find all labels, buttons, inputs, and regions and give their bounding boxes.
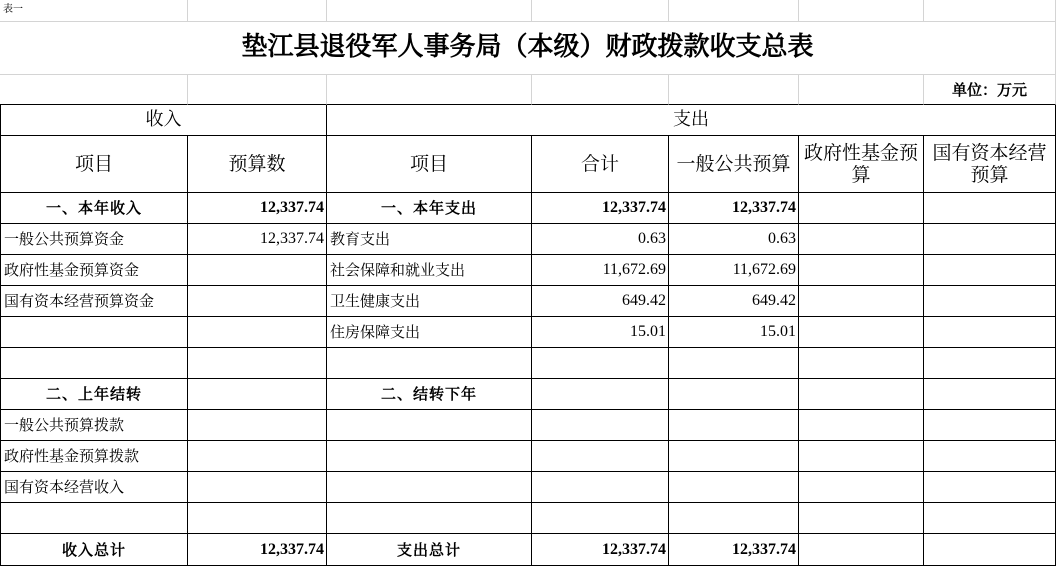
income-budget-cell [188, 255, 327, 286]
expenditure-item-header-text: 项目 [409, 153, 448, 175]
expenditure-item-cell [327, 348, 532, 379]
general-budget-total-value: 12,337.74 [669, 534, 799, 566]
expenditure-item-cell: 教育支出 [327, 224, 532, 255]
government-fund-cell [799, 441, 924, 472]
government-fund-cell [799, 503, 924, 534]
expenditure-total-cell [532, 410, 669, 441]
income-section-header: 收入 [0, 105, 327, 136]
government-fund-header-text: 政府性基金预算 [803, 142, 918, 186]
grid-cell [669, 0, 799, 22]
income-item-cell [0, 348, 188, 379]
income-item-cell: 国有资本经营收入 [0, 472, 188, 503]
income-total-value: 12,337.74 [188, 534, 327, 566]
income-budget-cell [188, 286, 327, 317]
government-fund-cell [799, 286, 924, 317]
government-fund-cell [799, 224, 924, 255]
grid-cell [188, 75, 327, 105]
income-budget-cell [188, 503, 327, 534]
expenditure-total-cell: 12,337.74 [532, 193, 669, 224]
general-budget-cell [669, 379, 799, 410]
state-capital-cell [924, 410, 1056, 441]
income-item-cell: 一般公共预算拨款 [0, 410, 188, 441]
table-number-label: 表一 [0, 0, 188, 22]
government-fund-cell [799, 348, 924, 379]
income-budget-header [188, 136, 327, 193]
government-fund-cell [799, 410, 924, 441]
expenditure-item-cell: 社会保障和就业支出 [327, 255, 532, 286]
government-fund-cell [799, 317, 924, 348]
grid-cell [188, 0, 327, 22]
state-capital-cell [924, 348, 1056, 379]
expenditure-total-cell [532, 472, 669, 503]
income-budget-cell [188, 441, 327, 472]
expenditure-total-cell [532, 348, 669, 379]
grid-cell [327, 0, 532, 22]
general-budget-cell [669, 410, 799, 441]
state-capital-cell [924, 472, 1056, 503]
expenditure-total-cell: 11,672.69 [532, 255, 669, 286]
income-total-label: 收入总计 [0, 534, 188, 566]
government-fund-cell [799, 472, 924, 503]
general-budget-cell: 11,672.69 [669, 255, 799, 286]
income-item-cell [0, 503, 188, 534]
general-budget-cell: 0.63 [669, 224, 799, 255]
grid-cell [532, 0, 669, 22]
income-item-cell: 一、本年收入 [0, 193, 188, 224]
income-budget-cell: 12,337.74 [188, 193, 327, 224]
income-budget-cell [188, 348, 327, 379]
expenditure-item-header [327, 136, 532, 193]
state-capital-cell [924, 503, 1056, 534]
general-budget-cell: 12,337.74 [669, 193, 799, 224]
expenditure-section-header: 支出 [327, 105, 1056, 136]
expenditure-item-cell [327, 410, 532, 441]
grid-cell [532, 75, 669, 105]
income-item-header [0, 136, 188, 193]
expenditure-total-cell: 649.42 [532, 286, 669, 317]
unit-label: 单位：万元 [924, 75, 1056, 105]
state-capital-header [924, 136, 1056, 193]
grid-cell [924, 0, 1056, 22]
government-fund-cell [799, 534, 924, 566]
income-budget-cell [188, 379, 327, 410]
expenditure-item-cell: 一、本年支出 [327, 193, 532, 224]
expenditure-item-cell [327, 503, 532, 534]
grid-cell [799, 75, 924, 105]
state-capital-cell [924, 224, 1056, 255]
government-fund-cell [799, 193, 924, 224]
income-item-header-text: 项目 [74, 153, 113, 175]
general-budget-cell [669, 348, 799, 379]
expenditure-total-cell: 0.63 [532, 224, 669, 255]
general-budget-header [669, 136, 799, 193]
general-budget-cell [669, 472, 799, 503]
income-budget-cell: 12,337.74 [188, 224, 327, 255]
expenditure-total-cell: 15.01 [532, 317, 669, 348]
expenditure-item-cell: 住房保障支出 [327, 317, 532, 348]
expenditure-item-cell: 卫生健康支出 [327, 286, 532, 317]
expenditure-item-cell: 二、结转下年 [327, 379, 532, 410]
income-item-cell: 政府性基金预算资金 [0, 255, 188, 286]
expenditure-total-cell [532, 503, 669, 534]
state-capital-header-text: 国有资本经营预算 [932, 142, 1047, 186]
expenditure-item-cell [327, 472, 532, 503]
expenditure-total-header-text: 合计 [580, 153, 619, 175]
income-budget-cell [188, 317, 327, 348]
expenditure-total-header [532, 136, 669, 193]
expenditure-total-label: 支出总计 [327, 534, 532, 566]
general-budget-cell: 649.42 [669, 286, 799, 317]
general-budget-cell [669, 503, 799, 534]
grid-cell [669, 75, 799, 105]
state-capital-cell [924, 193, 1056, 224]
state-capital-cell [924, 255, 1056, 286]
expenditure-total-cell [532, 379, 669, 410]
state-capital-cell [924, 379, 1056, 410]
expenditure-total-cell [532, 441, 669, 472]
page-title: 垫江县退役军人事务局（本级）财政拨款收支总表 [0, 22, 1056, 75]
state-capital-cell [924, 286, 1056, 317]
grid-cell [327, 75, 532, 105]
general-budget-cell: 15.01 [669, 317, 799, 348]
grid-cell [0, 75, 188, 105]
income-item-cell: 国有资本经营预算资金 [0, 286, 188, 317]
income-item-cell: 二、上年结转 [0, 379, 188, 410]
expenditure-item-cell [327, 441, 532, 472]
general-budget-header-text: 一般公共预算 [676, 153, 791, 175]
income-item-cell: 政府性基金预算拨款 [0, 441, 188, 472]
income-budget-cell [188, 410, 327, 441]
grid-cell [799, 0, 924, 22]
general-budget-cell [669, 441, 799, 472]
income-item-cell: 一般公共预算资金 [0, 224, 188, 255]
government-fund-cell [799, 379, 924, 410]
income-budget-header-text: 预算数 [228, 153, 286, 175]
expenditure-total-value: 12,337.74 [532, 534, 669, 566]
state-capital-cell [924, 441, 1056, 472]
income-budget-cell [188, 472, 327, 503]
income-item-cell [0, 317, 188, 348]
government-fund-header [799, 136, 924, 193]
state-capital-cell [924, 534, 1056, 566]
government-fund-cell [799, 255, 924, 286]
state-capital-cell [924, 317, 1056, 348]
